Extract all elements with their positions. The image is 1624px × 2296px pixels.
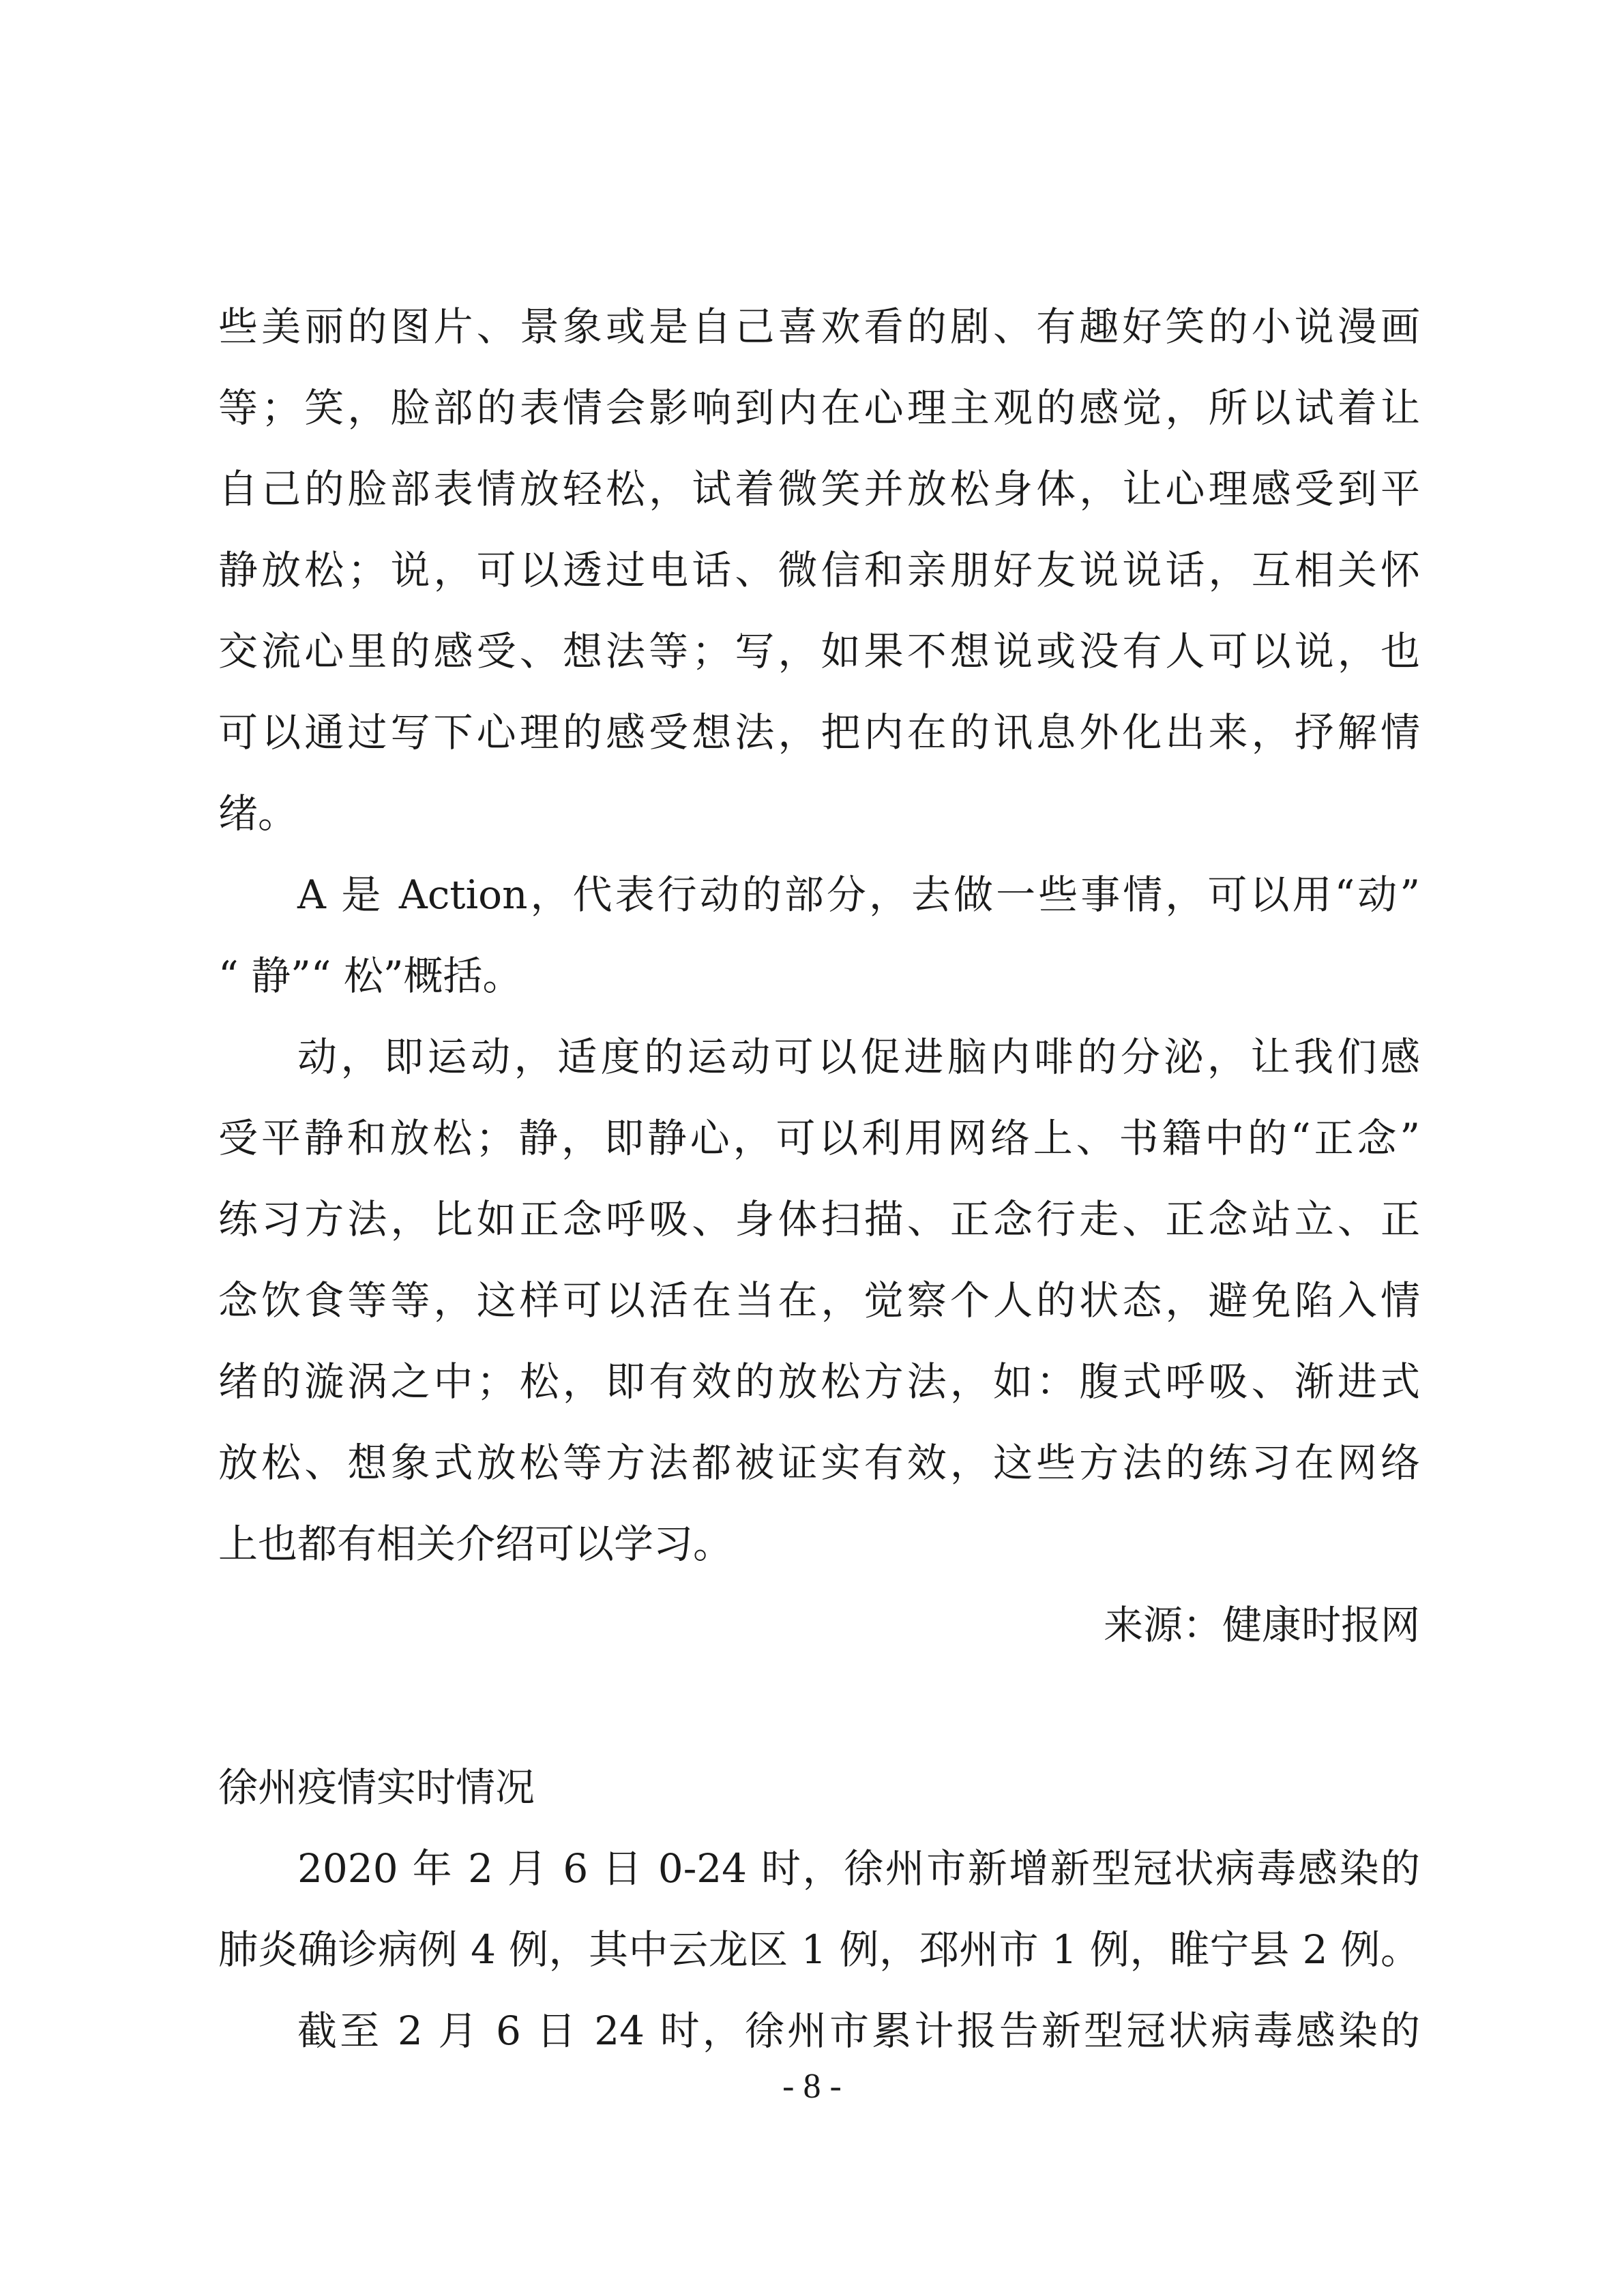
text-line: 可以通过写下心理的感受想法，把内在的讯息外化出来，抒解情 xyxy=(218,709,1420,756)
page-number: - 8 - xyxy=(782,2067,842,2106)
text-line: 受平静和放松；静，即静心，可以利用网络上、书籍中的“正念” xyxy=(218,1115,1420,1161)
text-line: 念饮食等等，这样可以活在当在，觉察个人的状态，避免陷入情 xyxy=(218,1277,1420,1324)
text-line: “ 静”“ 松”概括。 xyxy=(218,953,522,999)
text-line: 肺炎确诊病例 4 例，其中云龙区 1 例，邳州市 1 例，睢宁县 2 例。 xyxy=(218,1926,1420,1973)
text-line: 静放松；说，可以透过电话、微信和亲朋好友说说话，互相关怀 xyxy=(218,547,1420,593)
paragraph-xuzhou-1 xyxy=(218,1828,1420,1991)
section-heading: 徐州疫情实时情况 xyxy=(218,1764,535,1810)
paragraph-dong xyxy=(218,1017,1420,1585)
text-line: 练习方法，比如正念呼吸、身体扫描、正念行走、正念站立、正 xyxy=(218,1196,1420,1242)
text-line: 绪的漩涡之中；松，即有效的放松方法，如：腹式呼吸、渐进式 xyxy=(218,1358,1420,1405)
page-content xyxy=(218,286,1420,2072)
text-line: 动，即运动，适度的运动可以促进脑内啡的分泌，让我们感 xyxy=(297,1034,1420,1080)
text-line: 等；笑，脸部的表情会影响到内在心理主观的感觉，所以试着让 xyxy=(218,385,1420,431)
text-line: 自己的脸部表情放轻松，试着微笑并放松身体，让心理感受到平 xyxy=(218,466,1420,512)
text-line: A 是 Action，代表行动的部分，去做一些事情，可以用“动” xyxy=(297,871,1420,918)
text-line: 2020 年 2 月 6 日 0-24 时，徐州市新增新型冠状病毒感染的 xyxy=(297,1845,1420,1892)
paragraph-continued xyxy=(218,286,1420,854)
text-line: 交流心里的感受、想法等；写，如果不想说或没有人可以说，也 xyxy=(218,628,1420,674)
text-line: 些美丽的图片、景象或是自己喜欢看的剧、有趣好笑的小说漫画 xyxy=(218,303,1420,350)
text-line: 上也都有相关介绍可以学习。 xyxy=(218,1521,733,1567)
text-line: 绪。 xyxy=(218,790,298,837)
text-line: 放松、想象式放松等方法都被证实有效，这些方法的练习在网络 xyxy=(218,1440,1420,1486)
source-attribution: 来源：健康时报网 xyxy=(1103,1602,1420,1648)
paragraph-action xyxy=(218,854,1420,1017)
text-line: 截至 2 月 6 日 24 时，徐州市累计报告新型冠状病毒感染的 xyxy=(297,2008,1420,2054)
